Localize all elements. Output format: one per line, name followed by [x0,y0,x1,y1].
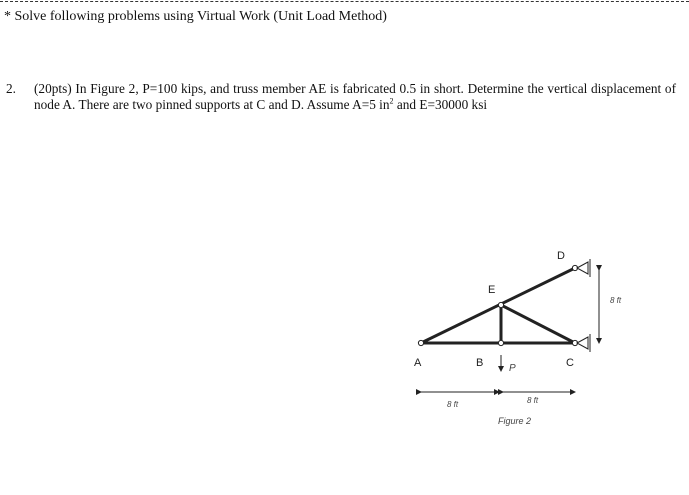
figure-caption: Figure 2 [498,416,532,426]
unit-superscript: 2 [389,96,394,106]
dim-left-label: 8 ft [447,400,459,409]
member-ec [501,305,575,343]
node-e-label: E [488,284,496,296]
dim-vertical-label: 8 ft [610,296,622,305]
node-a-joint [418,340,423,345]
load-label: P [509,363,516,374]
node-b-joint [498,340,503,345]
node-d-label: D [557,250,565,262]
node-e-joint [498,302,503,307]
node-a-label: A [414,357,422,369]
pin-support-c-icon [577,334,590,352]
instructions-header: * Solve following problems using Virtual Work (Unit Load Method) [4,9,387,24]
node-c-label: C [566,357,574,369]
dim-right-label: 8 ft [527,396,539,405]
problem-text: (20pts) In Figure 2, P=100 kips, and truss member AE is fabricated 0.5 in short. Determine the vertical displacement of node A. There are two pinned supports at C and D. Assume A=5 in [34,81,676,112]
node-b-label: B [476,357,484,369]
pin-support-d-icon [577,259,590,277]
problem-number: 2. [6,81,16,96]
problem-text-end: and E=30000 ksi [393,97,488,112]
